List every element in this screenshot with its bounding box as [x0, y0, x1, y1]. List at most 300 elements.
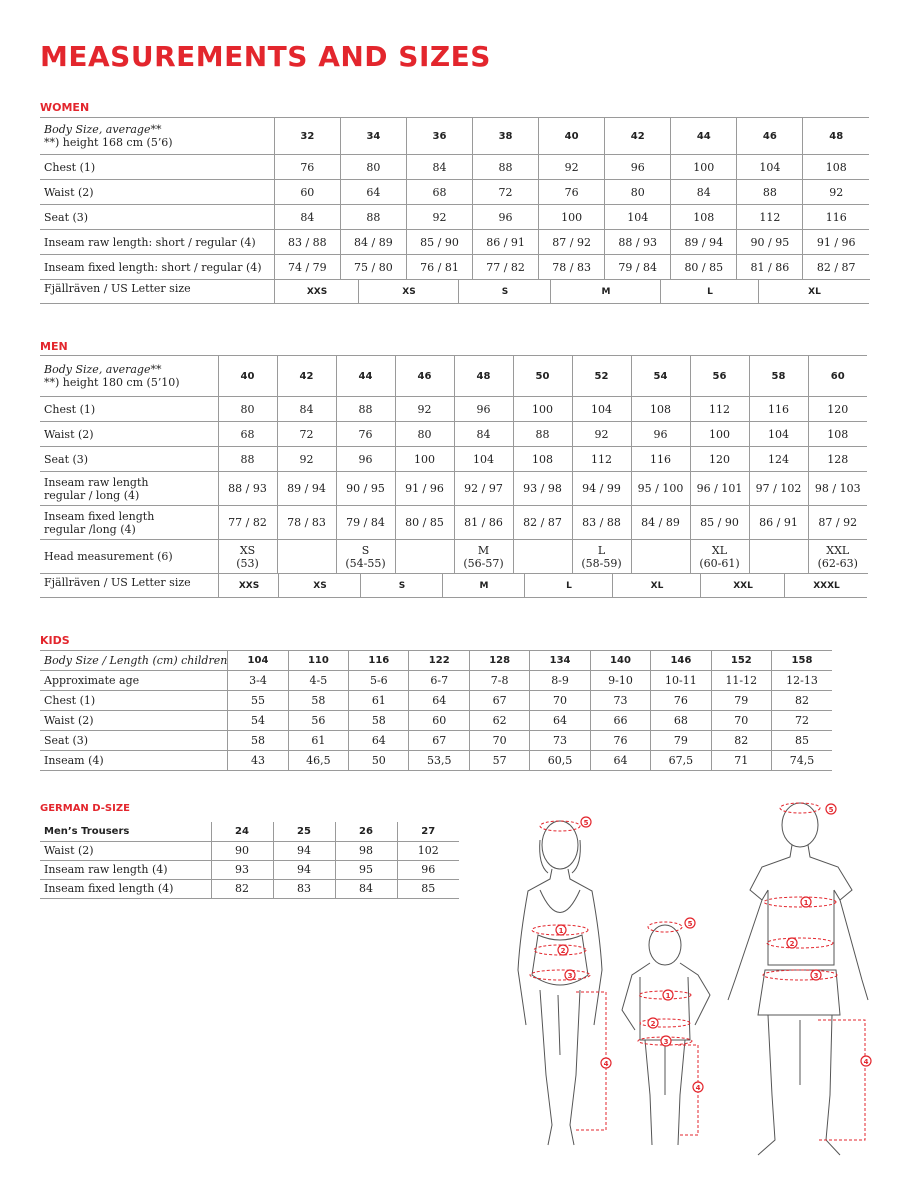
table-cell: 116	[749, 397, 808, 422]
table-row	[40, 205, 869, 230]
size-header-cell: 152	[711, 651, 771, 671]
svg-text:5: 5	[828, 806, 834, 814]
table-cell: 8-9	[530, 671, 590, 691]
table-cell: 104	[737, 155, 803, 180]
size-header-cell: 40	[539, 118, 605, 155]
women-heading: WOMEN	[40, 101, 90, 114]
svg-text:4: 4	[863, 1058, 869, 1066]
table-row	[40, 472, 867, 506]
table-cell: 76	[274, 155, 340, 180]
table-cell: 79 / 84	[336, 506, 395, 540]
table-cell	[395, 540, 454, 574]
row-label: Inseam (4)	[40, 751, 228, 771]
row-label: Waist (2)	[40, 422, 218, 447]
table-cell: 112	[572, 447, 631, 472]
row-label: Chest (1)	[40, 691, 228, 711]
table-cell: 98	[335, 841, 397, 860]
marker-2-kid	[648, 1018, 658, 1028]
letter-size-cell: XXS	[274, 279, 359, 304]
table-cell: 74,5	[771, 751, 832, 771]
women-letter-size-row	[40, 279, 869, 304]
table-cell: 60	[409, 711, 469, 731]
row-label: Inseam raw length (4)	[40, 860, 211, 879]
table-cell	[749, 540, 808, 574]
table-cell: L (58-59)	[572, 540, 631, 574]
svg-text:1: 1	[665, 992, 671, 1000]
letter-size-cell: XL	[758, 279, 870, 304]
table-cell: 70	[530, 691, 590, 711]
table-row	[40, 506, 867, 540]
women-size-table	[40, 117, 869, 280]
table-cell: XS (53)	[218, 540, 277, 574]
svg-text:2: 2	[650, 1020, 656, 1028]
table-cell: 58	[349, 711, 409, 731]
german-header-row	[40, 822, 459, 841]
table-cell: 56	[288, 711, 348, 731]
marker-5-woman	[581, 817, 591, 827]
kid-figure	[622, 925, 710, 1145]
marker-4-kid	[693, 1082, 703, 1092]
table-cell: 116	[631, 447, 690, 472]
marker-2-woman	[558, 945, 568, 955]
table-cell: 60	[274, 180, 340, 205]
table-cell: 58	[228, 731, 288, 751]
size-header-cell: 24	[211, 822, 273, 841]
size-header-cell: 128	[469, 651, 529, 671]
head-measurement-row	[40, 540, 867, 574]
table-cell: 84 / 89	[340, 230, 406, 255]
table-cell: 72	[771, 711, 832, 731]
table-cell: 80 / 85	[671, 255, 737, 280]
marker-3-kid	[661, 1036, 671, 1046]
table-cell: 73	[590, 691, 650, 711]
table-cell	[513, 540, 572, 574]
table-row	[40, 422, 867, 447]
table-cell: 12-13	[771, 671, 832, 691]
table-cell: 76	[651, 691, 711, 711]
row-label: Inseam fixed length: short / regular (4)	[40, 255, 274, 280]
svg-text:2: 2	[560, 947, 566, 955]
table-cell: 86 / 91	[473, 230, 539, 255]
table-cell: 94 / 99	[572, 472, 631, 506]
body-measurement-illustration	[500, 795, 880, 1175]
table-row	[40, 230, 869, 255]
row-label: Inseam fixed length regular /long (4)	[40, 506, 218, 540]
row-label: Inseam raw length regular / long (4)	[40, 472, 218, 506]
table-cell: 102	[397, 841, 459, 860]
size-header-cell: 110	[288, 651, 348, 671]
women-header-row	[40, 118, 869, 155]
table-cell: 76	[590, 731, 650, 751]
table-cell: 81 / 86	[737, 255, 803, 280]
row-label: Waist (2)	[40, 841, 211, 860]
table-row	[40, 731, 832, 751]
table-cell: 88	[218, 447, 277, 472]
table-cell: 10-11	[651, 671, 711, 691]
size-header-cell: 58	[749, 356, 808, 397]
table-cell: 92	[406, 205, 472, 230]
size-header-cell: 27	[397, 822, 459, 841]
table-row	[40, 841, 459, 860]
table-row	[40, 397, 867, 422]
marker-3-man	[811, 970, 821, 980]
letter-size-cell: L	[660, 279, 759, 304]
table-cell: 92	[572, 422, 631, 447]
table-cell: 100	[513, 397, 572, 422]
table-cell: 96 / 101	[690, 472, 749, 506]
table-cell: 88	[737, 180, 803, 205]
table-cell: 80	[395, 422, 454, 447]
table-cell: 82 / 87	[803, 255, 869, 280]
table-cell: 84	[406, 155, 472, 180]
table-row	[40, 860, 459, 879]
table-cell: 88	[340, 205, 406, 230]
marker-5-man	[826, 804, 836, 814]
table-cell: 85	[771, 731, 832, 751]
size-header-cell: 32	[274, 118, 340, 155]
table-cell: 78 / 83	[539, 255, 605, 280]
table-row	[40, 879, 459, 898]
size-header-cell: 122	[409, 651, 469, 671]
table-cell: 96	[454, 397, 513, 422]
letter-size-cell: XXXL	[784, 573, 868, 598]
german-size-table	[40, 822, 459, 899]
svg-text:1: 1	[558, 927, 564, 935]
table-cell: 94	[273, 841, 335, 860]
table-cell: 57	[469, 751, 529, 771]
table-cell: 72	[277, 422, 336, 447]
row-label: Inseam fixed length (4)	[40, 879, 211, 898]
table-row	[40, 691, 832, 711]
table-cell: 78 / 83	[277, 506, 336, 540]
marker-1-man	[801, 897, 811, 907]
table-cell: 108	[803, 155, 869, 180]
table-cell: 11-12	[711, 671, 771, 691]
letter-size-cell: XXL	[700, 573, 785, 598]
row-label: Seat (3)	[40, 205, 274, 230]
table-cell: 120	[690, 447, 749, 472]
table-cell: 104	[605, 205, 671, 230]
table-cell: 82	[711, 731, 771, 751]
size-header-cell: 44	[336, 356, 395, 397]
table-cell: 55	[228, 691, 288, 711]
table-cell: 72	[473, 180, 539, 205]
table-cell: 9-10	[590, 671, 650, 691]
size-header-cell: 60	[808, 356, 867, 397]
table-row	[40, 447, 867, 472]
table-cell: 7-8	[469, 671, 529, 691]
table-cell: 92	[277, 447, 336, 472]
svg-text:4: 4	[695, 1084, 701, 1092]
letter-size-cell: XS	[278, 573, 361, 598]
table-cell: 84	[671, 180, 737, 205]
size-header-cell: 134	[530, 651, 590, 671]
row-label: Approximate age	[40, 671, 228, 691]
table-cell: 73	[530, 731, 590, 751]
table-cell: 96	[473, 205, 539, 230]
table-cell: 82	[211, 879, 273, 898]
size-header-cell: 116	[349, 651, 409, 671]
svg-text:4: 4	[603, 1060, 609, 1068]
table-cell: 75 / 80	[340, 255, 406, 280]
table-cell: 3-4	[228, 671, 288, 691]
marker-3-woman	[565, 970, 575, 980]
table-row	[40, 711, 832, 731]
table-row	[40, 671, 832, 691]
table-cell: 112	[690, 397, 749, 422]
table-cell: 124	[749, 447, 808, 472]
table-cell: 84	[335, 879, 397, 898]
table-cell: 96	[336, 447, 395, 472]
table-cell: 77 / 82	[218, 506, 277, 540]
marker-1-woman	[556, 925, 566, 935]
men-letter-size-row	[40, 573, 867, 598]
table-cell: 100	[690, 422, 749, 447]
marker-4-woman	[601, 1058, 611, 1068]
row-label: Waist (2)	[40, 711, 228, 731]
table-cell: 68	[651, 711, 711, 731]
row-label: Seat (3)	[40, 447, 218, 472]
svg-text:3: 3	[567, 972, 573, 980]
table-row	[40, 255, 869, 280]
letter-size-cell: XXS	[218, 573, 279, 598]
letter-size-cell: M	[550, 279, 661, 304]
size-header-cell: 42	[277, 356, 336, 397]
table-cell: 71	[711, 751, 771, 771]
table-cell: 88 / 93	[218, 472, 277, 506]
table-cell: XL (60-61)	[690, 540, 749, 574]
table-cell: 96	[605, 155, 671, 180]
size-header-cell: 34	[340, 118, 406, 155]
table-cell: 67	[409, 731, 469, 751]
letter-size-cell: S	[458, 279, 551, 304]
table-cell: 80 / 85	[395, 506, 454, 540]
size-header-cell: 38	[473, 118, 539, 155]
table-cell: 92	[395, 397, 454, 422]
table-cell: 70	[469, 731, 529, 751]
table-cell: S (54-55)	[336, 540, 395, 574]
letter-size-cell: L	[524, 573, 613, 598]
table-cell: 4-5	[288, 671, 348, 691]
table-cell: 128	[808, 447, 867, 472]
table-cell: 53,5	[409, 751, 469, 771]
size-header-cell: 104	[228, 651, 288, 671]
table-cell: 84	[277, 397, 336, 422]
table-cell: 85 / 90	[406, 230, 472, 255]
table-cell: 85 / 90	[690, 506, 749, 540]
table-cell: 95 / 100	[631, 472, 690, 506]
svg-text:3: 3	[813, 972, 819, 980]
table-cell: 104	[454, 447, 513, 472]
size-header-cell: 158	[771, 651, 832, 671]
letter-size-cell: XL	[612, 573, 701, 598]
table-row	[40, 155, 869, 180]
kids-size-table	[40, 650, 832, 771]
marker-5-kid	[685, 918, 695, 928]
table-cell: 84	[454, 422, 513, 447]
table-cell: 64	[530, 711, 590, 731]
table-cell: 108	[631, 397, 690, 422]
german-header-label: Men’s Trousers	[40, 822, 211, 841]
table-cell: 92 / 97	[454, 472, 513, 506]
table-cell: 66	[590, 711, 650, 731]
row-label: Chest (1)	[40, 397, 218, 422]
table-cell: 86 / 91	[749, 506, 808, 540]
row-label: Head measurement (6)	[40, 540, 218, 574]
table-cell: 79 / 84	[605, 255, 671, 280]
size-header-cell: 42	[605, 118, 671, 155]
svg-text:2: 2	[789, 940, 795, 948]
table-cell: 91 / 96	[395, 472, 454, 506]
table-cell: 98 / 103	[808, 472, 867, 506]
table-cell: 92	[539, 155, 605, 180]
table-cell: 62	[469, 711, 529, 731]
table-row	[40, 751, 832, 771]
table-cell: 77 / 82	[473, 255, 539, 280]
women-letter-size-label: Fjällräven / US Letter size	[44, 282, 191, 295]
table-cell: 89 / 94	[277, 472, 336, 506]
table-cell: 50	[349, 751, 409, 771]
table-cell: 90 / 95	[336, 472, 395, 506]
size-header-cell: 52	[572, 356, 631, 397]
table-cell: 84 / 89	[631, 506, 690, 540]
table-cell: 116	[803, 205, 869, 230]
table-cell: 64	[340, 180, 406, 205]
table-cell: 80	[605, 180, 671, 205]
size-header-cell: 140	[590, 651, 650, 671]
size-header-cell: 44	[671, 118, 737, 155]
table-cell: 76	[336, 422, 395, 447]
table-cell: 108	[808, 422, 867, 447]
table-cell: 67,5	[651, 751, 711, 771]
size-header-cell: 36	[406, 118, 472, 155]
letter-size-cell: XS	[358, 279, 459, 304]
table-cell: 94	[273, 860, 335, 879]
table-cell: 68	[218, 422, 277, 447]
table-cell: 43	[228, 751, 288, 771]
row-label: Seat (3)	[40, 731, 228, 751]
table-cell: 80	[218, 397, 277, 422]
table-cell: 112	[737, 205, 803, 230]
table-cell: 91 / 96	[803, 230, 869, 255]
kids-heading: KIDS	[40, 634, 70, 647]
table-cell: 67	[469, 691, 529, 711]
men-heading: MEN	[40, 340, 68, 353]
table-cell: 100	[539, 205, 605, 230]
table-cell: 100	[395, 447, 454, 472]
row-label: Waist (2)	[40, 180, 274, 205]
size-header-cell: 48	[803, 118, 869, 155]
row-label: Inseam raw length: short / regular (4)	[40, 230, 274, 255]
table-cell: XXL (62-63)	[808, 540, 867, 574]
table-cell: 6-7	[409, 671, 469, 691]
table-cell: 90	[211, 841, 273, 860]
men-header-row	[40, 356, 867, 397]
men-body-size-label: Body Size, average** **) height 180 cm (5’10)	[40, 356, 218, 397]
size-header-cell: 46	[737, 118, 803, 155]
table-cell: 46,5	[288, 751, 348, 771]
table-cell: 5-6	[349, 671, 409, 691]
size-header-cell: 146	[651, 651, 711, 671]
table-cell: 108	[671, 205, 737, 230]
svg-text:1: 1	[803, 899, 809, 907]
table-cell: 96	[397, 860, 459, 879]
letter-size-cell: S	[360, 573, 443, 598]
table-cell	[277, 540, 336, 574]
kids-header-row	[40, 651, 832, 671]
table-cell: 90 / 95	[737, 230, 803, 255]
svg-text:5: 5	[583, 819, 589, 827]
table-cell: 88	[473, 155, 539, 180]
table-cell: 96	[631, 422, 690, 447]
man-figure	[728, 803, 868, 1155]
table-cell: M (56-57)	[454, 540, 513, 574]
table-cell: 83 / 88	[274, 230, 340, 255]
table-cell: 95	[335, 860, 397, 879]
table-cell: 74 / 79	[274, 255, 340, 280]
table-cell: 88	[336, 397, 395, 422]
table-cell: 58	[288, 691, 348, 711]
table-cell	[631, 540, 690, 574]
men-letter-size-label: Fjällräven / US Letter size	[44, 576, 191, 589]
table-cell: 82	[771, 691, 832, 711]
size-header-cell: 26	[335, 822, 397, 841]
table-cell: 81 / 86	[454, 506, 513, 540]
table-cell: 108	[513, 447, 572, 472]
size-header-cell: 50	[513, 356, 572, 397]
table-cell: 64	[409, 691, 469, 711]
kids-header-label: Body Size / Length (cm) children	[40, 651, 228, 671]
table-cell: 79	[651, 731, 711, 751]
table-cell: 89 / 94	[671, 230, 737, 255]
women-body-size-label: Body Size, average** **) height 168 cm (5’6)	[40, 118, 274, 155]
table-cell: 88	[513, 422, 572, 447]
table-cell: 70	[711, 711, 771, 731]
table-cell: 93	[211, 860, 273, 879]
woman-figure	[518, 821, 602, 1145]
table-row	[40, 180, 869, 205]
table-cell: 60,5	[530, 751, 590, 771]
table-cell: 97 / 102	[749, 472, 808, 506]
table-cell: 120	[808, 397, 867, 422]
letter-size-cell: M	[442, 573, 525, 598]
size-header-cell: 46	[395, 356, 454, 397]
table-cell: 64	[590, 751, 650, 771]
size-header-cell: 40	[218, 356, 277, 397]
page-title: MEASUREMENTS AND SIZES	[40, 40, 491, 73]
table-cell: 83	[273, 879, 335, 898]
size-header-cell: 54	[631, 356, 690, 397]
table-cell: 85	[397, 879, 459, 898]
table-cell: 61	[349, 691, 409, 711]
table-cell: 84	[274, 205, 340, 230]
table-cell: 76 / 81	[406, 255, 472, 280]
table-cell: 87 / 92	[808, 506, 867, 540]
marker-2-man	[787, 938, 797, 948]
row-label: Chest (1)	[40, 155, 274, 180]
table-cell: 88 / 93	[605, 230, 671, 255]
table-cell: 100	[671, 155, 737, 180]
table-cell: 93 / 98	[513, 472, 572, 506]
size-header-cell: 56	[690, 356, 749, 397]
marker-1-kid	[663, 990, 673, 1000]
svg-text:5: 5	[687, 920, 693, 928]
german-heading: GERMAN D-SIZE	[40, 803, 130, 814]
table-cell: 104	[749, 422, 808, 447]
table-cell: 76	[539, 180, 605, 205]
table-cell: 83 / 88	[572, 506, 631, 540]
table-cell: 104	[572, 397, 631, 422]
